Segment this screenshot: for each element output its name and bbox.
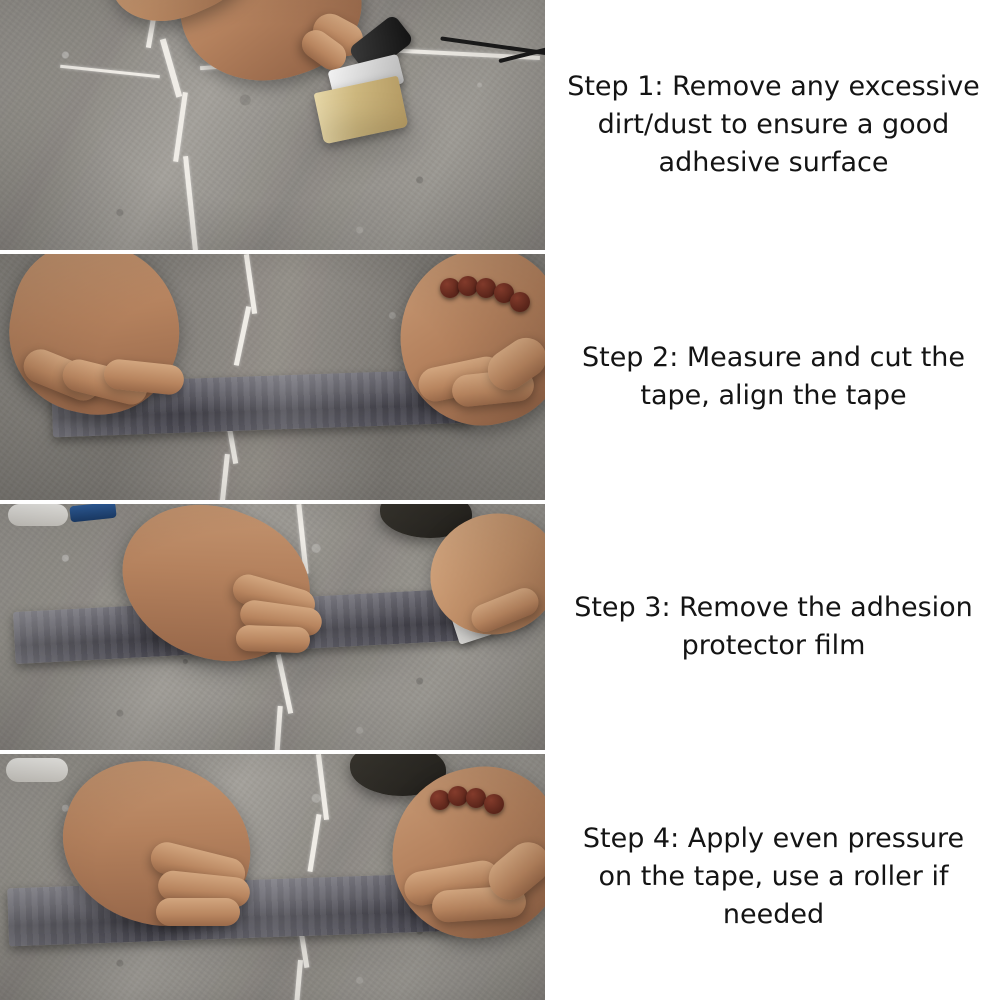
step-3-caption-text: Step 3: Remove the adhesion protector film: [574, 591, 973, 661]
photo-vignette: [0, 754, 545, 1000]
step-row-1: [0, 0, 1002, 250]
step-row-4: [0, 750, 1002, 1000]
step-2-caption-text: Step 2: Measure and cut the tape, align the tape: [581, 341, 966, 411]
step-3-photo: [0, 504, 545, 750]
step-1-caption-text: Step 1: Remove any excessive dirt/dust to ensure a good adhesive surface: [567, 70, 980, 179]
step-row-3: [0, 500, 1002, 750]
step-2-photo: [0, 254, 545, 500]
step-4-caption: [545, 754, 1002, 1000]
step-4-caption-text: Step 4: Apply even pressure on the tape, use a roller if needed: [582, 822, 965, 931]
photo-vignette: [0, 254, 545, 500]
photo-vignette: [0, 0, 545, 250]
step-3-caption: [545, 504, 1002, 750]
step-1-caption: [545, 0, 1002, 250]
step-4-photo: [0, 754, 545, 1000]
photo-vignette: [0, 504, 545, 750]
step-row-2: [0, 250, 1002, 500]
step-1-photo: [0, 0, 545, 250]
step-2-caption: [545, 254, 1002, 500]
